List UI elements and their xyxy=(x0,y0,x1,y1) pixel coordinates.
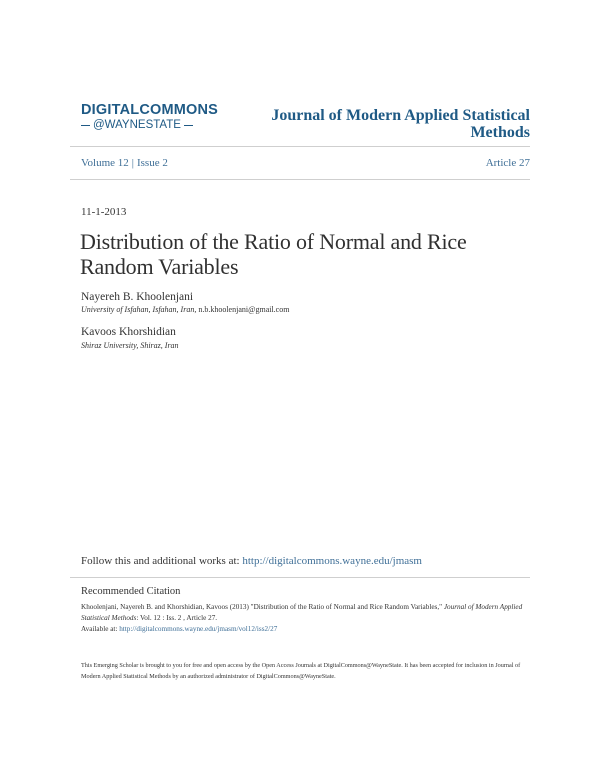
author-email: , n.b.khoolenjani@gmail.com xyxy=(194,305,290,314)
digitalcommons-logo[interactable] xyxy=(81,103,231,132)
author-name: Nayereh B. Khoolenjani xyxy=(81,291,194,303)
volume-issue-separator: | xyxy=(131,157,134,169)
issue-divider xyxy=(70,179,530,180)
logo-line-2 xyxy=(81,119,231,132)
paper-title: Distribution of the Ratio of Normal and Rice Random Variables xyxy=(80,229,467,279)
author-affiliation xyxy=(81,341,179,350)
logo-dash-left xyxy=(81,125,90,126)
available-link[interactable]: http://digitalcommons.wayne.edu/jmasm/vol12/iss2/27 xyxy=(119,625,278,633)
citation-main: Khoolenjani, Nayereh B. and Khorshidian, Kavoos (2013) "Distribution of the Ratio of Normal and Rice Random Variables," xyxy=(81,603,444,611)
follow-text: Follow this and additional works at: xyxy=(81,555,243,567)
citation-journal: Journal of Modern Applied Statistical Methods xyxy=(81,603,523,622)
follow-divider xyxy=(70,577,530,578)
citation-tail: : Vol. 12 : Iss. 2 , Article 27. xyxy=(136,614,218,622)
recommended-citation-heading: Recommended Citation xyxy=(81,586,181,597)
issue-link[interactable]: Issue 2 xyxy=(136,157,168,169)
available-label: Available at: xyxy=(81,625,120,633)
author-affiliation xyxy=(81,305,289,314)
volume-issue xyxy=(81,157,168,169)
volume-link[interactable]: Volume 12 xyxy=(81,157,129,169)
article-link[interactable]: Article 27 xyxy=(485,157,530,169)
header-divider xyxy=(70,146,530,147)
affiliation-text: Shiraz University, Shiraz, Iran xyxy=(81,341,179,350)
access-notice: This Emerging Scholar is brought to you for free and open access by the Open Access Journals at DigitalCommons@WayneState. It has been accepted for inclusion in Journal of Modern Applied Statistical Methods by an authorized administrator of DigitalCommons@WayneState. xyxy=(81,662,521,680)
follow-link[interactable]: http://digitalcommons.wayne.edu/jmasm xyxy=(242,555,422,567)
logo-line-2-text: @WAYNESTATE xyxy=(93,119,181,131)
citation-text xyxy=(81,602,536,635)
publication-date: 11-1-2013 xyxy=(81,206,127,218)
follow-line xyxy=(81,555,422,567)
journal-title[interactable]: Journal of Modern Applied Statistical Methods xyxy=(271,107,530,141)
logo-line-1: DIGITALCOMMONS xyxy=(81,102,219,118)
affiliation-text: University of Isfahan, Isfahan, Iran xyxy=(81,305,195,314)
author-name: Kavoos Khorshidian xyxy=(81,326,176,338)
logo-dash-right xyxy=(184,125,193,126)
